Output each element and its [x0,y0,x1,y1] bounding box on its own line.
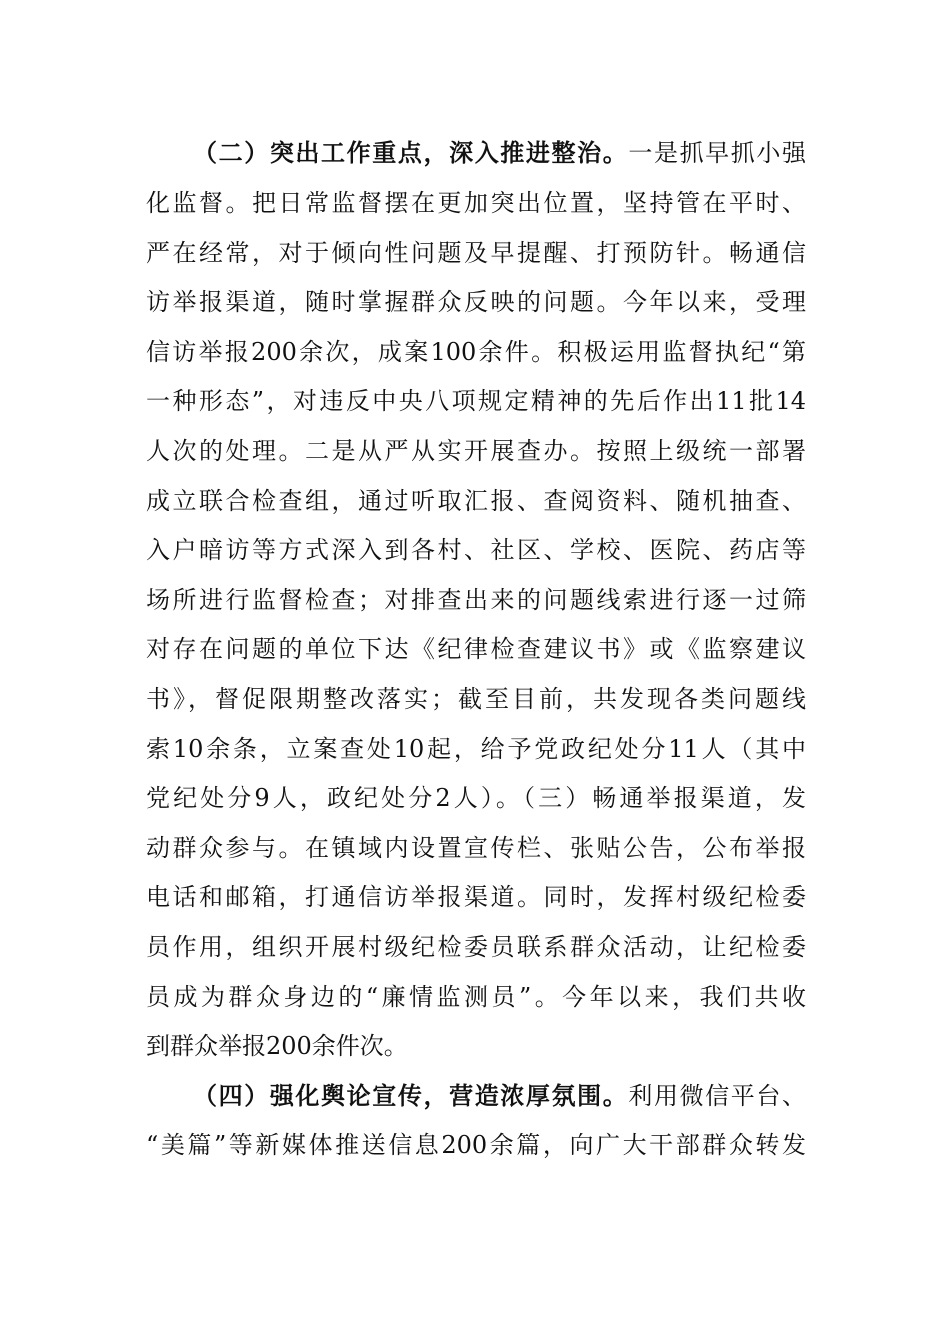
paragraph-4-heading: （四）强化舆论宣传，营造浓厚氛围。 [193,1082,629,1110]
paragraph-2-line-18: 员成为群众身边的“廉情监测员”。今年以来，我们共收 [146,983,806,1011]
paragraph-2-line-7: 人次的处理。二是从严从实开展查办。按照上级统一部署 [146,437,806,465]
paragraph-2-line-15: 动群众参与。在镇域内设置宣传栏、张贴公告，公布举报 [146,834,806,862]
paragraph-2-line-13: 索10余条，立案查处10起，给予党政纪处分11人（其中 [146,735,806,763]
paragraph-2-line-8: 成立联合检查组，通过听取汇报、查阅资料、随机抽查、 [146,487,806,515]
paragraph-2-line-17: 员作用，组织开展村级纪检委员联系群众活动，让纪检委 [146,933,806,961]
paragraph-4-text: 利用微信平台、 [628,1082,806,1110]
paragraph-2-line-3: 严在经常，对于倾向性问题及早提醒、打预防针。畅通信 [146,239,806,267]
paragraph-2-line-12: 书》，督促限期整改落实；截至目前，共发现各类问题线 [146,685,806,713]
paragraph-2-line-16: 电话和邮箱，打通信访举报渠道。同时，发挥村级纪检委 [146,883,806,911]
paragraph-2-line-14: 党纪处分9人，政纪处分2人）。（三）畅通举报渠道，发 [146,784,806,812]
paragraph-2-text: 一是抓早抓小强 [628,139,806,167]
paragraph-2-line-5: 信访举报200余次，成案100余件。积极运用监督执纪“第 [146,338,806,366]
paragraph-2-line-2: 化监督。把日常监督摆在更加突出位置，坚持管在平时、 [146,189,806,217]
paragraph-2-line-6: 一种形态”，对违反中央八项规定精神的先后作出11批14 [146,387,806,415]
paragraph-4-line-1 [193,1076,806,1116]
paragraph-2-line-4: 访举报渠道，随时掌握群众反映的问题。今年以来，受理 [146,288,806,316]
paragraph-2-line-10: 场所进行监督检查；对排查出来的问题线索进行逐一过筛 [146,586,806,614]
paragraph-2-line-9: 入户暗访等方式深入到各村、社区、学校、医院、药店等 [146,536,806,564]
paragraph-2-heading: （二）突出工作重点，深入推进整治。 [193,139,629,167]
paragraph-2-line-19: 到群众举报200余件次。 [146,1032,408,1060]
paragraph-4-line-2: “美篇”等新媒体推送信息200余篇，向广大干部群众转发 [146,1131,806,1159]
paragraph-2-line-1 [193,133,806,173]
paragraph-2-line-11: 对存在问题的单位下达《纪律检查建议书》或《监察建议 [146,635,806,663]
